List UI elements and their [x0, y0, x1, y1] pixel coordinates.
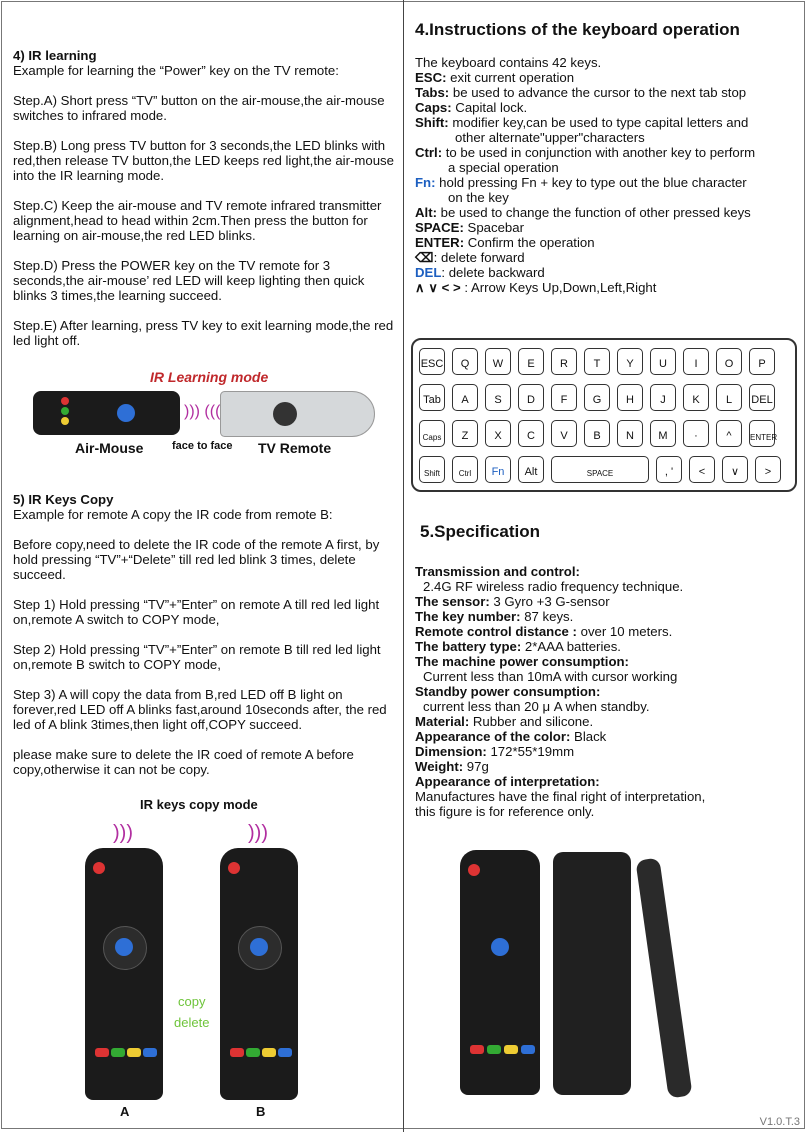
- keyboard-key: [584, 420, 610, 447]
- spec-value: Current less than 10mA with cursor working: [423, 669, 678, 684]
- keyboard-key: [683, 420, 709, 447]
- step-e: Step.E) After learning, press TV key to exit learning mode,the red led light off.: [13, 318, 394, 348]
- color-button-image: [127, 1048, 141, 1057]
- spec-label: Transmission and control:: [415, 564, 580, 579]
- spec-label: Standby power consumption:: [415, 684, 601, 699]
- kb-instruction-line: [415, 130, 800, 145]
- kb-key-name: Tabs:: [415, 85, 450, 100]
- ir-learning-mode-label: IR Learning mode: [150, 369, 269, 385]
- kb-description: : delete backward: [441, 265, 545, 280]
- kb-key-name: SPACE:: [415, 220, 464, 235]
- spec-label: Appearance of the color:: [415, 729, 571, 744]
- spec-value: this figure is for reference only.: [415, 804, 595, 819]
- step-2: Step 2) Hold pressing “TV”+”Enter” on remote B till red led light on,remote B switch to COPY mode,: [13, 642, 381, 672]
- keyboard-key: [485, 384, 511, 411]
- step-b: Step.B) Long press TV button for 3 seconds,the LED blinks with red,then release TV button,the LED keeps red light,the air-mouse into the IR learning mode.: [13, 138, 394, 183]
- kb-instruction-line: [415, 235, 800, 250]
- key-label: Q: [460, 358, 470, 370]
- spec-line: [415, 804, 800, 819]
- spec-label: The key number:: [415, 609, 521, 624]
- keyboard-key: [617, 348, 643, 375]
- keyboard-key: [419, 420, 445, 447]
- kb-description: Confirm the operation: [464, 235, 595, 250]
- keyboard-key: [518, 420, 544, 447]
- spec-label: The battery type:: [415, 639, 522, 654]
- keyboard-key: [722, 456, 748, 483]
- key-label: <: [698, 466, 706, 478]
- key-label: SPACE: [586, 469, 614, 478]
- step-a: Step.A) Short press “TV” button on the air-mouse,the air-mouse switches to infrared mode.: [13, 93, 385, 123]
- key-label: W: [492, 358, 504, 370]
- remote-front-image: [460, 850, 540, 1095]
- kb-instruction-line: [415, 160, 800, 175]
- keyboard-key: [584, 384, 610, 411]
- spec-value: 87 keys.: [520, 609, 574, 624]
- ok-button-image: [115, 938, 133, 956]
- color-button-image: [143, 1048, 157, 1057]
- keyboard-key: [551, 348, 577, 375]
- spec-value: Rubber and silicone.: [469, 714, 594, 729]
- keyboard-key: [617, 384, 643, 411]
- spec-value: over 10 meters.: [576, 624, 673, 639]
- keyboard-key: [650, 420, 676, 447]
- keyboard-key: [716, 420, 742, 447]
- copy-label: copy: [178, 994, 206, 1009]
- keyboard-key: [452, 456, 478, 483]
- keyboard-key: [551, 420, 577, 447]
- keyboard-key: [551, 456, 649, 483]
- kb-instruction-line: [415, 220, 800, 235]
- version-label: V1.0.T.3: [759, 1116, 800, 1128]
- face-to-face-label: face to face: [172, 440, 233, 452]
- column-divider: [403, 0, 404, 1132]
- kb-key-name: ESC:: [415, 70, 447, 85]
- color-button-image: [470, 1045, 484, 1054]
- remote-a-label: A: [120, 1104, 130, 1119]
- step-3: Step 3) A will copy the data from B,red LED off B light on forever,red LED off A blinks fast,around 10seconds after, the red led of A blink 3times,then light off,COPY succeed.: [13, 687, 387, 732]
- backspace-icon: ⌫: [415, 250, 434, 265]
- keyboard-key: [749, 420, 778, 447]
- key-label: G: [592, 394, 602, 406]
- ok-button-image: [491, 938, 509, 956]
- key-label: ^: [726, 430, 732, 442]
- key-label: J: [660, 394, 666, 406]
- keyboard-key: [419, 348, 445, 375]
- spec-line: [415, 564, 800, 579]
- color-button-image: [61, 407, 69, 415]
- kb-description: hold pressing Fn + key to type out the blue character: [435, 175, 747, 190]
- keyboard-key: [518, 348, 544, 375]
- spec-line: [415, 594, 800, 609]
- keyboard-key: [749, 348, 775, 375]
- power-button-image: [468, 864, 480, 876]
- key-label: I: [694, 358, 698, 370]
- left-column: [13, 48, 398, 363]
- kb-description: exit current operation: [446, 70, 575, 85]
- keyboard-key: [485, 420, 511, 447]
- tv-remote-image: [220, 391, 375, 437]
- signal-icon: ))) (((: [184, 403, 221, 420]
- kb-instruction-line: [415, 115, 800, 130]
- key-label: , ': [664, 466, 674, 478]
- kb-instruction-line: [415, 190, 800, 205]
- air-mouse-label: Air-Mouse: [75, 440, 144, 456]
- kb-description: on the key: [448, 190, 509, 205]
- ir-learning-intro: Example for learning the “Power” key on the TV remote:: [13, 63, 339, 78]
- ir-learning-title: 4) IR learning: [13, 48, 97, 63]
- wifi-icon: ))): [248, 822, 268, 844]
- spec-line: [415, 759, 800, 774]
- key-label: M: [658, 430, 668, 442]
- ok-button-image: [117, 404, 135, 422]
- key-label: S: [494, 394, 502, 406]
- key-label: Alt: [524, 466, 538, 478]
- arrow-keys-icon: ∧ ∨ < >: [415, 280, 461, 295]
- spec-label: Appearance of interpretation:: [415, 774, 600, 789]
- spec-value: Manufactures have the final right of interpretation,: [415, 789, 706, 804]
- color-button-image: [487, 1045, 501, 1054]
- kb-description: Spacebar: [463, 220, 524, 235]
- spec-line: [415, 714, 800, 729]
- spec-line: [415, 654, 800, 669]
- step-c: Step.C) Keep the air-mouse and TV remote infrared transmitter alignment,head to head within 2cm.Then press the button for learning on air-mouse,the red LED blinks.: [13, 198, 382, 243]
- kb-key-name: Ctrl:: [415, 145, 443, 160]
- dpad-image: [273, 402, 297, 426]
- color-button-image: [278, 1048, 292, 1057]
- keyboard-key: [452, 384, 478, 411]
- kb-description: Capital lock.: [451, 100, 528, 115]
- kb-key-name: Alt:: [415, 205, 437, 220]
- color-button-image: [521, 1045, 535, 1054]
- delete-label: delete: [174, 1015, 210, 1030]
- keyboard-key: [419, 456, 445, 483]
- keyboard-key: [617, 420, 643, 447]
- keyboard-key: [452, 348, 478, 375]
- spec-label: Material:: [415, 714, 470, 729]
- key-label: V: [560, 430, 568, 442]
- keyboard-key: [683, 348, 709, 375]
- key-label: Caps: [422, 433, 442, 442]
- key-label: O: [724, 358, 734, 370]
- color-button-image: [95, 1048, 109, 1057]
- keyboard-key: [452, 420, 478, 447]
- spec-value: 172*55*19mm: [486, 744, 575, 759]
- color-button-image: [504, 1045, 518, 1054]
- spec-label: Remote control distance :: [415, 624, 577, 639]
- kb-key-name: ENTER:: [415, 235, 465, 250]
- key-label: K: [692, 394, 700, 406]
- keyboard-instructions: [415, 55, 800, 295]
- spec-value: 3 Gyro +3 G-sensor: [489, 594, 610, 609]
- spec-line: [415, 639, 800, 654]
- key-label: C: [527, 430, 535, 442]
- keyboard-key: [650, 348, 676, 375]
- ir-copy-mode-label: IR keys copy mode: [140, 797, 258, 812]
- spec-line: [415, 729, 800, 744]
- kb-instruction-line: [415, 250, 800, 265]
- key-label: F: [560, 394, 568, 406]
- kb-instruction-line: [415, 280, 800, 295]
- kb-description: to be used in conjunction with another key to perform: [442, 145, 756, 160]
- spec-title: 5.Specification: [420, 522, 540, 541]
- spec-value: 2*AAA batteries.: [521, 639, 621, 654]
- spec-line: [415, 744, 800, 759]
- key-label: ·: [694, 430, 698, 442]
- kb-key-name: Fn:: [415, 175, 436, 190]
- spec-line: [415, 789, 800, 804]
- key-label: A: [461, 394, 469, 406]
- spec-line: [415, 609, 800, 624]
- tv-remote-label: TV Remote: [258, 440, 332, 456]
- spec-value: 2.4G RF wireless radio frequency technique.: [423, 579, 684, 594]
- key-label: X: [494, 430, 502, 442]
- spec-label: The sensor:: [415, 594, 490, 609]
- specification-list: [415, 564, 800, 819]
- key-label: N: [626, 430, 634, 442]
- remote-b-image: [220, 848, 298, 1100]
- spec-value: current less than 20 μ A when standby.: [423, 699, 650, 714]
- kb-instruction-line: [415, 85, 800, 100]
- keyboard-key: [485, 348, 511, 375]
- remote-a-image: [85, 848, 163, 1100]
- key-label: >: [764, 466, 772, 478]
- keyboard-key: [518, 456, 544, 483]
- color-button-image: [111, 1048, 125, 1057]
- keyboard-key: [689, 456, 715, 483]
- step-d: Step.D) Press the POWER key on the TV remote for 3 seconds,the air-mouse’ red LED will keep lighting then quick blinks 3 times,the learning succeed.: [13, 258, 365, 303]
- key-label: ENTER: [750, 433, 778, 442]
- keyboard-key: [716, 348, 742, 375]
- step-1: Step 1) Hold pressing “TV”+”Enter” on remote A till red led light on,remote A switch to COPY mode,: [13, 597, 380, 627]
- power-button-image: [228, 862, 240, 874]
- kb-description: : Arrow Keys Up,Down,Left,Right: [460, 280, 657, 295]
- key-label: Tab: [423, 394, 441, 406]
- kb-description: be used to change the function of other pressed keys: [436, 205, 751, 220]
- keyboard-key: [683, 384, 709, 411]
- spec-line: [415, 669, 800, 684]
- key-label: H: [626, 394, 634, 406]
- ok-button-image: [250, 938, 268, 956]
- spec-label: Weight:: [415, 759, 464, 774]
- kb-instruction-line: [415, 55, 800, 70]
- kb-instruction-line: [415, 175, 800, 190]
- color-button-image: [230, 1048, 244, 1057]
- key-label: L: [725, 394, 733, 406]
- spec-label: The machine power consumption:: [415, 654, 629, 669]
- key-label: Z: [461, 430, 469, 442]
- key-label: P: [758, 358, 766, 370]
- keyboard-key: [650, 384, 676, 411]
- spec-line: [415, 624, 800, 639]
- key-label: T: [593, 358, 601, 370]
- keyboard-key: [419, 384, 445, 411]
- key-label: R: [560, 358, 568, 370]
- kb-instruction-line: [415, 205, 800, 220]
- color-button-image: [61, 397, 69, 405]
- power-button-image: [93, 862, 105, 874]
- wifi-icon: ))): [113, 822, 133, 844]
- kb-instruction-line: [415, 145, 800, 160]
- kb-description: The keyboard contains 42 keys.: [415, 55, 602, 70]
- key-label: Shift: [423, 469, 440, 478]
- keyboard-key: [584, 348, 610, 375]
- kb-key-name: Shift:: [415, 115, 449, 130]
- kb-description: modifier key,can be used to type capital letters and: [448, 115, 749, 130]
- color-button-image: [262, 1048, 276, 1057]
- key-label: ∨: [730, 466, 740, 478]
- spec-line: [415, 579, 800, 594]
- before-copy: Before copy,need to delete the IR code of the remote A first, by hold pressing “TV”+“Delete” till red led blink 3 times, delete succeed.: [13, 537, 380, 582]
- kb-description: : delete forward: [433, 250, 525, 265]
- remote-keyboard-image: [553, 852, 631, 1095]
- keyboard-diagram: [411, 338, 797, 492]
- keyboard-key: [551, 384, 577, 411]
- key-label: Y: [626, 358, 634, 370]
- keyboard-title: 4.Instructions of the keyboard operation: [415, 20, 740, 39]
- air-mouse-image: [33, 391, 180, 435]
- key-label: Fn: [491, 466, 505, 478]
- spec-label: Dimension:: [415, 744, 487, 759]
- key-label: B: [593, 430, 601, 442]
- spec-line: [415, 699, 800, 714]
- keyboard-key: [749, 384, 775, 411]
- kb-instruction-line: [415, 100, 800, 115]
- spec-value: 97g: [463, 759, 489, 774]
- key-label: Ctrl: [458, 469, 472, 478]
- keyboard-key: [656, 456, 682, 483]
- key-label: D: [527, 394, 535, 406]
- ir-copy-title: 5) IR Keys Copy: [13, 492, 114, 507]
- kb-instruction-line: [415, 265, 800, 280]
- kb-instruction-line: [415, 70, 800, 85]
- kb-description: other alternate"upper"characters: [455, 130, 645, 145]
- kb-key-name: Caps:: [415, 100, 452, 115]
- ir-copy-section: [13, 492, 398, 792]
- ir-copy-intro: Example for remote A copy the IR code from remote B:: [13, 507, 333, 522]
- keyboard-key: [485, 456, 511, 483]
- keyboard-key: [716, 384, 742, 411]
- copy-note: please make sure to delete the IR coed of remote A before copy,otherwise it can not be copy.: [13, 747, 354, 777]
- color-button-image: [61, 417, 69, 425]
- kb-description: a special operation: [448, 160, 559, 175]
- kb-description: be used to advance the cursor to the next tab stop: [449, 85, 747, 100]
- spec-value: Black: [570, 729, 607, 744]
- key-label: ESC: [420, 358, 444, 370]
- key-label: E: [527, 358, 535, 370]
- remote-b-label: B: [256, 1104, 266, 1119]
- kb-key-name: DEL: [415, 265, 442, 280]
- key-label: U: [659, 358, 667, 370]
- spec-line: [415, 684, 800, 699]
- spec-line: [415, 774, 800, 789]
- keyboard-key: [518, 384, 544, 411]
- keyboard-key: [755, 456, 781, 483]
- key-label: DEL: [751, 394, 773, 406]
- color-button-image: [246, 1048, 260, 1057]
